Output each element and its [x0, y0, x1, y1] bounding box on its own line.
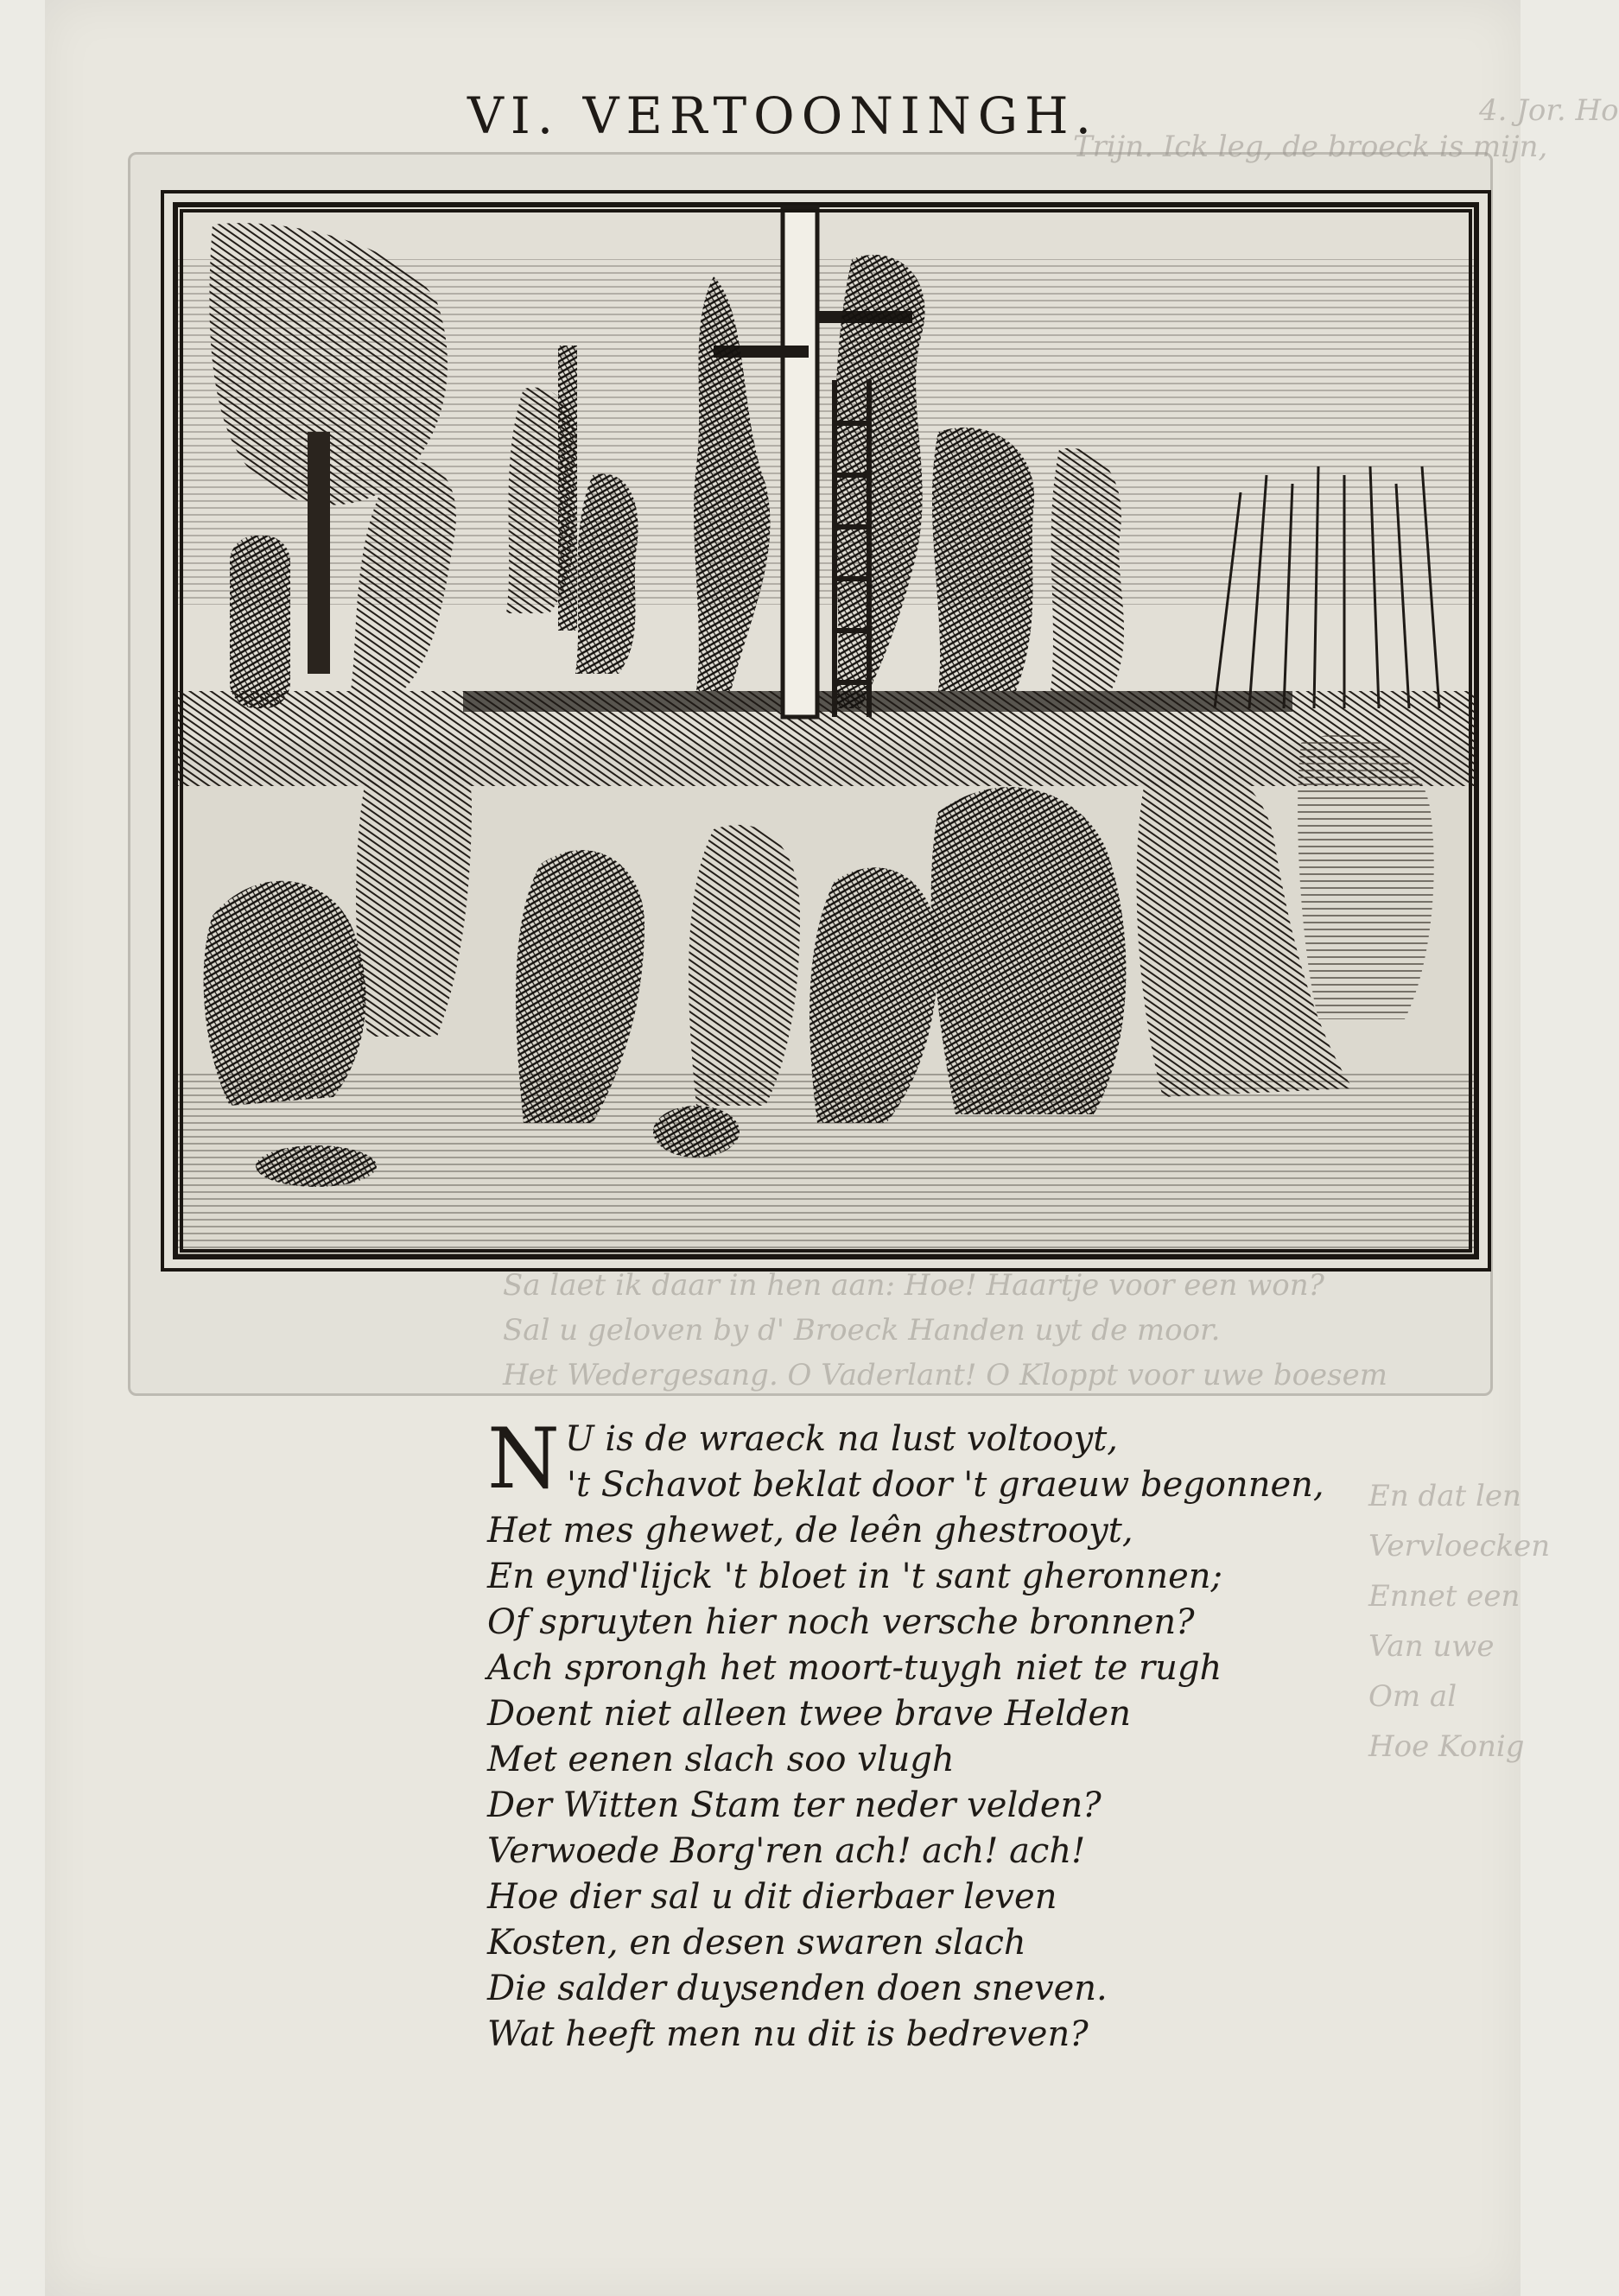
show-through-text: Sa laet ik daar in hen aan: Hoe! Haartje voor een won?: [503, 1268, 1324, 1303]
poem-line: Doent niet alleen twee brave Helden: [487, 1694, 1131, 1734]
engraving-image: [173, 202, 1479, 1259]
poem-line: En eynd'lijck 't bloet in 't sant gheronnen;: [487, 1557, 1223, 1596]
show-through-text: Vervloecken: [1368, 1529, 1551, 1563]
poem-line: Met eenen slach soo vlugh: [487, 1740, 955, 1779]
poem-line: Wat heeft men nu dit is bedreven?: [487, 2014, 1089, 2054]
page-paper: [45, 0, 1619, 2296]
poem-line: Hoe dier sal u dit dierbaer leven: [487, 1877, 1057, 1917]
show-through-text: 4. Jor. Ho: [1479, 93, 1619, 128]
show-through-text: Hoe Konig: [1368, 1729, 1525, 1764]
poem-line: Het mes ghewet, de leên ghestrooyt,: [487, 1511, 1133, 1551]
show-through-text: Het Wedergesang. O Vaderlant! O Kloppt voor uwe boesem: [503, 1358, 1387, 1392]
drop-cap: N: [487, 1411, 560, 1507]
poem-line: Verwoede Borg'ren ach! ach! ach!: [487, 1831, 1086, 1871]
poem-line: Ach sprongh het moort-tuygh niet te rugh: [487, 1648, 1222, 1688]
poem-line: Der Witten Stam ter neder velden?: [487, 1785, 1102, 1825]
show-through-text: Trijn. Ick leg, de broeck is mijn,: [1073, 130, 1548, 164]
poem-text: [487, 1411, 1351, 2058]
show-through-text: En dat len: [1368, 1479, 1521, 1513]
poem-line: Die salder duysenden doen sneven.: [487, 1969, 1108, 2008]
page-heading: VI. VERTOONINGH.: [467, 86, 1099, 145]
poem-line: N U is de wraeck na lust voltooyt,: [487, 1411, 1118, 1507]
show-through-text: Om al: [1368, 1679, 1457, 1714]
show-through-text: Ennet een: [1368, 1579, 1521, 1614]
engraving-illustration: [178, 207, 1474, 1254]
show-through-text: Van uwe: [1368, 1629, 1495, 1664]
poem-line: Kosten, en desen swaren slach: [487, 1923, 1026, 1963]
poem-line: Of spruyten hier noch versche bronnen?: [487, 1602, 1195, 1642]
poem-line: 't Schavot beklat door 't graeuw begonnen,: [567, 1465, 1324, 1505]
show-through-text: Sal u geloven by d' Broeck Handen uyt de moor.: [503, 1313, 1221, 1348]
